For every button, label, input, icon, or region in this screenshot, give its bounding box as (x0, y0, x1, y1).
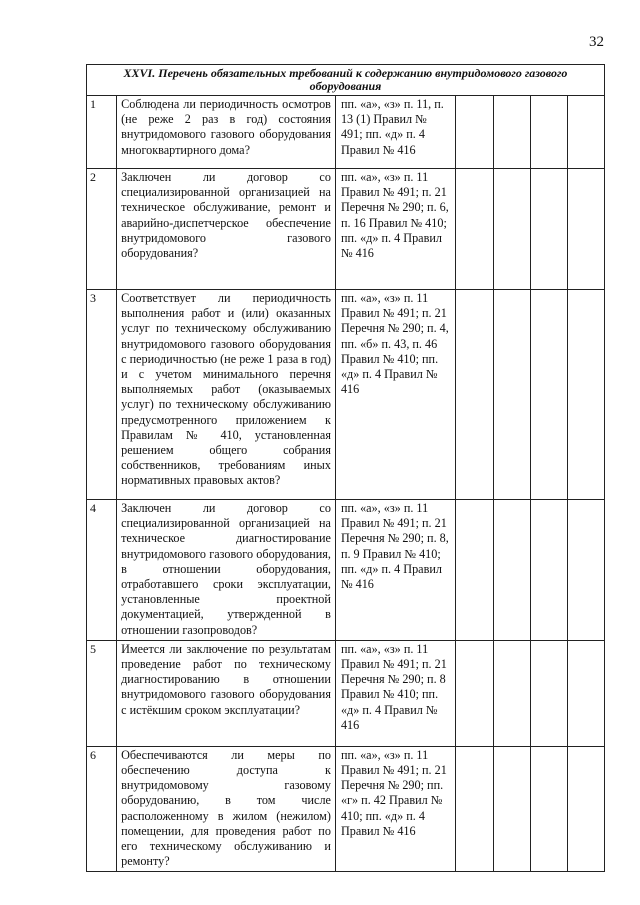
answer-cell-note[interactable] (567, 500, 604, 641)
answer-cell-note[interactable] (567, 169, 604, 290)
row-number: 3 (87, 290, 117, 500)
answer-cell-yes[interactable] (456, 290, 493, 500)
requirement-question: Соответствует ли периодичность выполнения работ и (или) оказанных услуг по техническому обслуживанию внутридомового газового оборудования с периодичностью (не реже 1 раза в год) и с учетом минимального перечня выполняемых работ (оказываемых услуг) по техническому обслуживанию предусмотренного приложением к Правилам № 410, установленная решением общего собрания собственников, требованиям иных нормативных правовых актов? (117, 290, 336, 500)
table-row (87, 640, 605, 746)
page-number: 32 (589, 34, 604, 50)
answer-cell-yes[interactable] (456, 500, 493, 641)
legal-reference: пп. «а», «з» п. 11 Правил № 491; п. 21 Перечня № 290; п. 4, пп. «б» п. 43, п. 46 Правил № 410; пп. «д» п. 4 Правил № 416 (335, 290, 455, 500)
section-title: XXVI. Перечень обязательных требований к содержанию внутридомового газового оборудования (87, 65, 605, 96)
answer-cell-yes[interactable] (456, 169, 493, 290)
table-row (87, 500, 605, 641)
row-number: 5 (87, 640, 117, 746)
row-number: 1 (87, 96, 117, 169)
answer-cell-no[interactable] (493, 169, 530, 290)
legal-reference: пп. «а», «з» п. 11 Правил № 491; п. 21 Перечня № 290; п. 8 Правил № 410; пп. «д» п. 4 Правил № 416 (335, 640, 455, 746)
table-row (87, 290, 605, 500)
answer-cell-no[interactable] (493, 290, 530, 500)
row-number: 6 (87, 746, 117, 872)
answer-cell-note[interactable] (567, 96, 604, 169)
answer-cell-note[interactable] (567, 640, 604, 746)
row-number: 2 (87, 169, 117, 290)
answer-cell-yes[interactable] (456, 746, 493, 872)
answer-cell-not-applicable[interactable] (530, 96, 567, 169)
legal-reference: пп. «а», «з» п. 11 Правил № 491; п. 21 Перечня № 290; п. 8, п. 9 Правил № 410; пп. «д» п. 4 Правил № 416 (335, 500, 455, 641)
answer-cell-note[interactable] (567, 746, 604, 872)
answer-cell-note[interactable] (567, 290, 604, 500)
legal-reference: пп. «а», «з» п. 11 Правил № 491; п. 21 Перечня № 290; п. 6, п. 16 Правил № 410; пп. «д» п. 4 Правил № 416 (335, 169, 455, 290)
answer-cell-no[interactable] (493, 746, 530, 872)
requirement-question: Соблюдена ли периодичность осмотров (не реже 2 раз в год) состояния внутридомового газового оборудования многоквартирного дома? (117, 96, 336, 169)
answer-cell-not-applicable[interactable] (530, 746, 567, 872)
answer-cell-no[interactable] (493, 640, 530, 746)
section-header-row (87, 65, 605, 96)
table-row (87, 96, 605, 169)
answer-cell-yes[interactable] (456, 96, 493, 169)
table-row (87, 169, 605, 290)
legal-reference: пп. «а», «з» п. 11 Правил № 491; п. 21 Перечня № 290; пп. «г» п. 42 Правил № 410; пп. «д» п. 4 Правил № 416 (335, 746, 455, 872)
row-number: 4 (87, 500, 117, 641)
answer-cell-not-applicable[interactable] (530, 500, 567, 641)
legal-reference: пп. «а», «з» п. 11, п. 13 (1) Правил № 491; пп. «д» п. 4 Правил № 416 (335, 96, 455, 169)
answer-cell-not-applicable[interactable] (530, 640, 567, 746)
requirement-question: Заключен ли договор со специализированной организацией на техническое диагностирование внутридомового газового оборудования, в отношении оборудования, отработавшего сроки эксплуатации, установленные проектной документацией, утвержденной в отношении газопроводов? (117, 500, 336, 641)
answer-cell-no[interactable] (493, 96, 530, 169)
answer-cell-yes[interactable] (456, 640, 493, 746)
requirements-table (86, 64, 605, 872)
answer-cell-not-applicable[interactable] (530, 290, 567, 500)
requirement-question: Обеспечиваются ли меры по обеспечению доступа к внутридомовому газовому оборудованию, в том числе расположенному в жилом (нежилом) помещении, для проведения работ по его техническому обслуживанию и ремонту? (117, 746, 336, 872)
requirement-question: Имеется ли заключение по результатам проведение работ по техническому диагностированию в отношении внутридомового газового оборудования с истёкшим сроком эксплуатации? (117, 640, 336, 746)
requirement-question: Заключен ли договор со специализированной организацией на техническое обслуживание, ремонт и аварийно-диспетчерское обеспечение внутридомового газового оборудования? (117, 169, 336, 290)
table-row (87, 746, 605, 872)
answer-cell-no[interactable] (493, 500, 530, 641)
answer-cell-not-applicable[interactable] (530, 169, 567, 290)
